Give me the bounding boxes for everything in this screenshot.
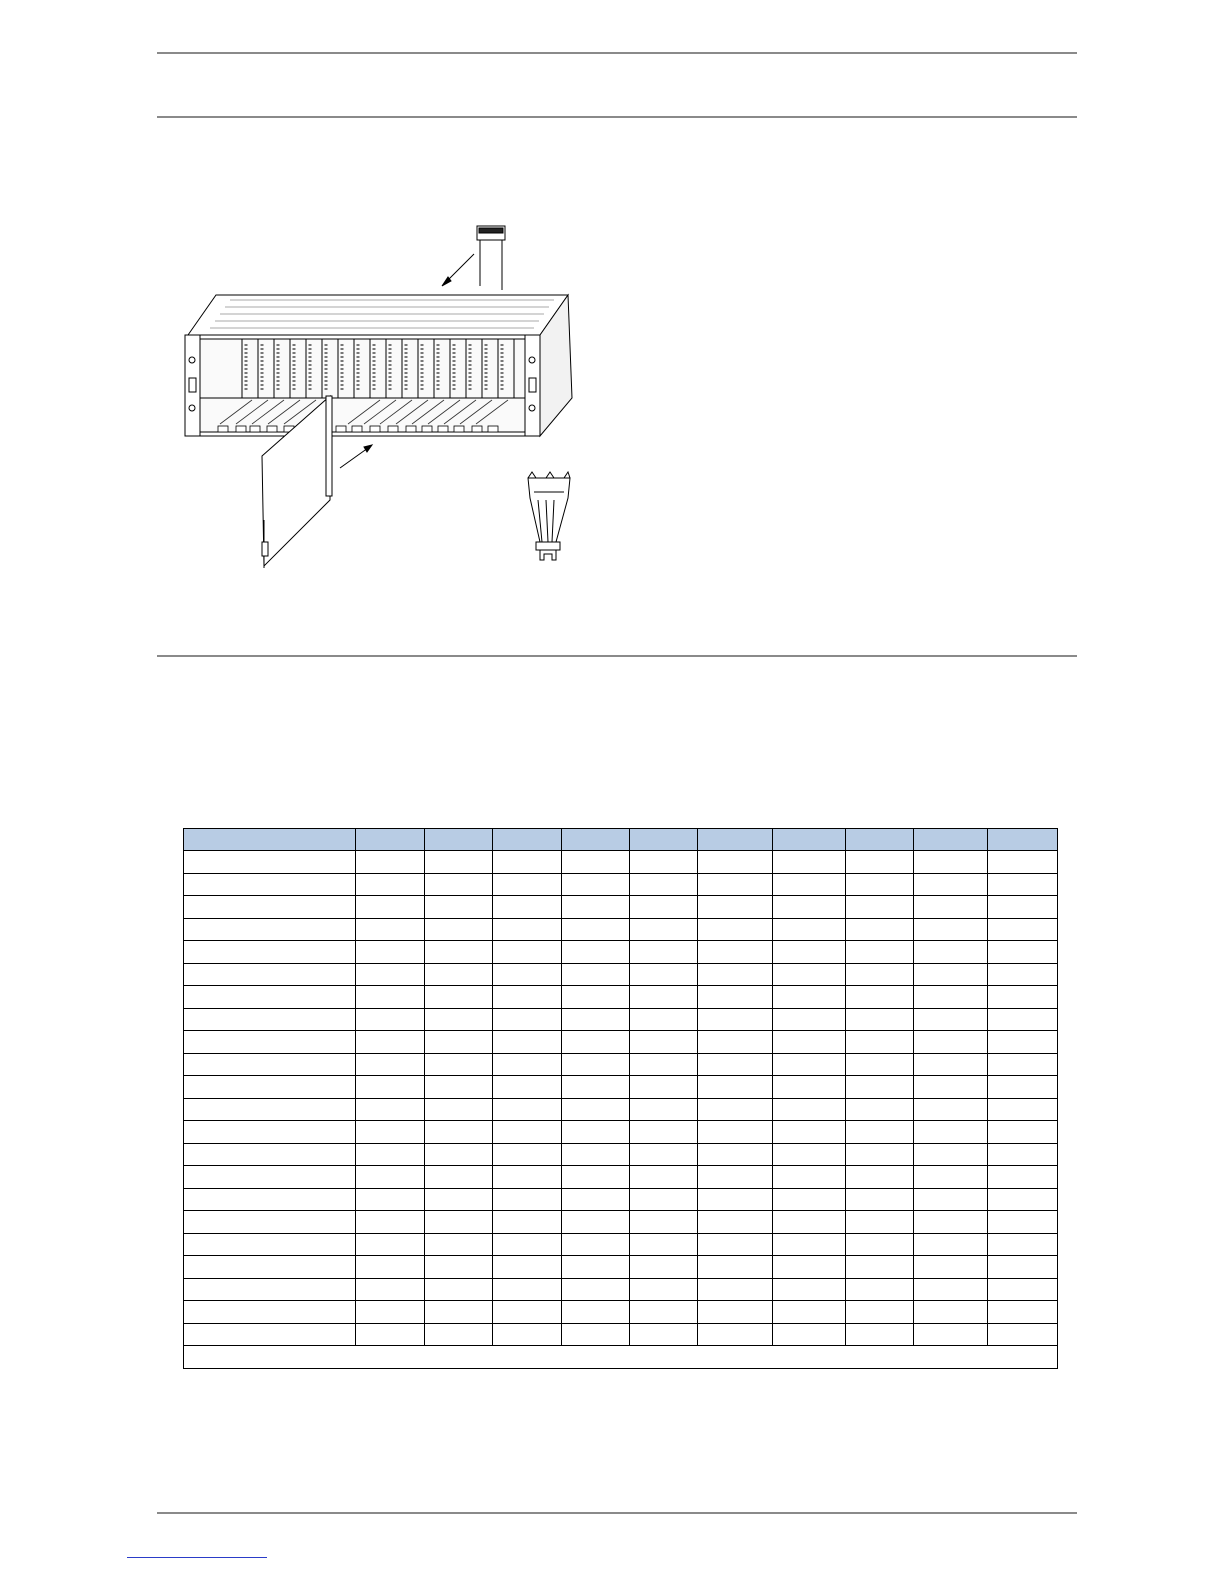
table-cell	[425, 1211, 493, 1234]
table-cell	[425, 1188, 493, 1211]
table-cell	[988, 1211, 1058, 1234]
table-cell	[562, 1031, 630, 1054]
table-cell	[698, 1323, 773, 1346]
table-cell	[988, 1143, 1058, 1166]
table-cell	[356, 1323, 425, 1346]
table-cell	[988, 1031, 1058, 1054]
table-cell	[493, 1143, 562, 1166]
table-cell	[356, 1278, 425, 1301]
table-row	[184, 1008, 1058, 1031]
table-cell	[988, 1323, 1058, 1346]
table-row	[184, 1076, 1058, 1099]
table-cell	[184, 851, 356, 874]
table-cell	[988, 1008, 1058, 1031]
table-cell	[773, 986, 846, 1009]
table-cell	[493, 1053, 562, 1076]
table-cell	[773, 1256, 846, 1279]
table-cell	[914, 1008, 988, 1031]
table-cell	[425, 918, 493, 941]
table-cell	[425, 1278, 493, 1301]
table-cell	[184, 1053, 356, 1076]
table-cell	[630, 1076, 698, 1099]
table-cell	[698, 1166, 773, 1189]
table-cell	[562, 1008, 630, 1031]
table-cell	[846, 1323, 914, 1346]
table-cell	[493, 1076, 562, 1099]
table-cell	[988, 851, 1058, 874]
table-cell	[356, 963, 425, 986]
table-cell	[698, 941, 773, 964]
table-row	[184, 1143, 1058, 1166]
table-cell	[184, 1323, 356, 1346]
card-extractor-tool-illustration	[528, 472, 570, 560]
table-cell	[425, 851, 493, 874]
table-cell	[493, 986, 562, 1009]
table-row	[184, 851, 1058, 874]
header-cell	[425, 829, 493, 851]
table-cell	[356, 1256, 425, 1279]
table-cell	[630, 918, 698, 941]
table-cell	[914, 941, 988, 964]
table-cell	[773, 1053, 846, 1076]
table-cell	[184, 896, 356, 919]
table-cell	[914, 1053, 988, 1076]
table-cell	[698, 896, 773, 919]
table-cell	[914, 1121, 988, 1144]
table-cell	[914, 1211, 988, 1234]
table-cell	[988, 896, 1058, 919]
table-cell	[630, 1121, 698, 1144]
table-cell	[493, 1323, 562, 1346]
table-cell	[184, 873, 356, 896]
table-cell	[184, 1031, 356, 1054]
table-row	[184, 1323, 1058, 1346]
table-cell	[773, 1301, 846, 1324]
table-cell	[914, 1278, 988, 1301]
table-cell	[846, 896, 914, 919]
table-cell	[425, 941, 493, 964]
table-cell	[846, 1278, 914, 1301]
table-cell	[773, 851, 846, 874]
table-row	[184, 1188, 1058, 1211]
table-cell	[773, 1188, 846, 1211]
table-cell	[846, 1076, 914, 1099]
table-cell	[184, 1166, 356, 1189]
table-cell	[698, 1188, 773, 1211]
table-row	[184, 1211, 1058, 1234]
table-row	[184, 918, 1058, 941]
table-cell	[988, 941, 1058, 964]
table-cell	[630, 873, 698, 896]
table-cell	[698, 873, 773, 896]
table-cell	[698, 986, 773, 1009]
table-cell	[184, 1301, 356, 1324]
header-cell	[184, 829, 356, 851]
table-cell	[698, 1031, 773, 1054]
table-cell	[846, 1188, 914, 1211]
table-cell	[425, 896, 493, 919]
table-cell	[493, 1233, 562, 1256]
table-cell	[493, 1008, 562, 1031]
card-cage-figure	[180, 220, 580, 580]
table-cell	[846, 918, 914, 941]
card-cage-chassis-illustration	[185, 295, 572, 436]
table-row	[184, 1233, 1058, 1256]
table-cell	[184, 1143, 356, 1166]
table-row	[184, 1278, 1058, 1301]
table-cell	[988, 918, 1058, 941]
table-cell	[630, 1008, 698, 1031]
table-cell	[493, 1211, 562, 1234]
table-cell	[914, 918, 988, 941]
table-cell	[773, 941, 846, 964]
table-cell	[562, 1053, 630, 1076]
table-cell	[630, 963, 698, 986]
table-row	[184, 1256, 1058, 1279]
table-cell	[630, 1098, 698, 1121]
header-cell	[773, 829, 846, 851]
table-cell	[425, 963, 493, 986]
table-cell	[988, 1301, 1058, 1324]
table-cell	[184, 986, 356, 1009]
table-cell	[425, 1098, 493, 1121]
table-cell	[425, 873, 493, 896]
table-cell	[356, 1166, 425, 1189]
table-cell	[562, 986, 630, 1009]
table-cell	[493, 1188, 562, 1211]
table-row	[184, 986, 1058, 1009]
header-cell	[846, 829, 914, 851]
table-cell	[562, 941, 630, 964]
table-cell	[493, 1166, 562, 1189]
table-cell	[698, 918, 773, 941]
table-cell	[698, 1121, 773, 1144]
table-cell	[425, 1031, 493, 1054]
table-cell	[493, 918, 562, 941]
table-row	[184, 1301, 1058, 1324]
table-cell	[630, 1256, 698, 1279]
table-row	[184, 1121, 1058, 1144]
table-cell	[698, 1301, 773, 1324]
table-cell	[184, 963, 356, 986]
table-cell	[914, 1301, 988, 1324]
table-cell	[356, 986, 425, 1009]
table-cell	[493, 851, 562, 874]
header-rule-bottom	[157, 116, 1077, 118]
table-cell	[988, 963, 1058, 986]
table-cell	[630, 851, 698, 874]
table-cell	[914, 1233, 988, 1256]
table-row	[184, 873, 1058, 896]
table-cell	[562, 851, 630, 874]
table-cell	[773, 1166, 846, 1189]
specification-table	[183, 828, 1058, 1369]
table-cell	[988, 1166, 1058, 1189]
table-row	[184, 896, 1058, 919]
table-cell	[846, 1053, 914, 1076]
table-cell	[184, 1233, 356, 1256]
table-cell	[562, 1323, 630, 1346]
table-cell	[630, 1143, 698, 1166]
table-cell	[988, 873, 1058, 896]
table-cell	[846, 1121, 914, 1144]
table-cell	[493, 1301, 562, 1324]
table-cell	[184, 1211, 356, 1234]
table-cell	[356, 1301, 425, 1324]
table-cell	[773, 896, 846, 919]
table-cell	[425, 1053, 493, 1076]
table-cell	[356, 1031, 425, 1054]
table-cell	[773, 1008, 846, 1031]
table-cell	[356, 851, 425, 874]
table-cell	[698, 1233, 773, 1256]
table-cell	[846, 1256, 914, 1279]
table-cell	[846, 873, 914, 896]
table-cell	[493, 1098, 562, 1121]
table-cell	[630, 986, 698, 1009]
table-cell	[425, 1323, 493, 1346]
table-cell	[846, 1031, 914, 1054]
table-cell	[562, 1278, 630, 1301]
table-cell	[184, 941, 356, 964]
table-cell	[914, 851, 988, 874]
table-cell	[846, 1211, 914, 1234]
table-cell	[562, 1076, 630, 1099]
table-cell	[988, 1256, 1058, 1279]
footer-link-underline[interactable]	[127, 1557, 267, 1558]
table-cell	[562, 896, 630, 919]
table-cell	[846, 1301, 914, 1324]
table-cell	[773, 1233, 846, 1256]
table-cell	[630, 941, 698, 964]
table-cell	[356, 896, 425, 919]
table-cell	[698, 1053, 773, 1076]
header-rule-top	[157, 52, 1077, 54]
table-cell	[698, 1211, 773, 1234]
table-cell	[698, 1143, 773, 1166]
table-cell	[356, 1053, 425, 1076]
table-note-row	[184, 1346, 1058, 1369]
table-cell	[493, 896, 562, 919]
table-cell	[773, 1143, 846, 1166]
table-cell	[562, 1233, 630, 1256]
table-cell	[773, 1076, 846, 1099]
table-cell	[846, 1233, 914, 1256]
table-cell	[988, 1188, 1058, 1211]
table-cell	[184, 1278, 356, 1301]
table-cell	[493, 1121, 562, 1144]
table-cell	[698, 1256, 773, 1279]
table-cell	[184, 1098, 356, 1121]
table-cell	[356, 1098, 425, 1121]
table-cell	[698, 1008, 773, 1031]
header-cell	[493, 829, 562, 851]
footer-rule	[157, 1512, 1077, 1514]
table-cell	[562, 873, 630, 896]
table-cell	[773, 1121, 846, 1144]
header-cell	[356, 829, 425, 851]
table-cell	[356, 873, 425, 896]
table-cell	[356, 1121, 425, 1144]
header-cell	[562, 829, 630, 851]
table-cell	[846, 1008, 914, 1031]
table-row	[184, 941, 1058, 964]
table-cell	[773, 1211, 846, 1234]
table-cell	[356, 918, 425, 941]
table-cell	[425, 1256, 493, 1279]
table-cell	[698, 1076, 773, 1099]
table-cell	[988, 1076, 1058, 1099]
table-cell	[425, 1143, 493, 1166]
table-cell	[184, 1121, 356, 1144]
table-cell	[988, 1278, 1058, 1301]
table-cell	[630, 1323, 698, 1346]
table-cell	[630, 1031, 698, 1054]
table-cell	[562, 1121, 630, 1144]
table-cell	[846, 986, 914, 1009]
table-cell	[630, 1166, 698, 1189]
table-cell	[698, 1098, 773, 1121]
table-note-cell	[184, 1346, 1058, 1369]
table-cell	[184, 1188, 356, 1211]
table-cell	[846, 1166, 914, 1189]
table-cell	[630, 896, 698, 919]
table-cell	[914, 986, 988, 1009]
table-cell	[562, 1098, 630, 1121]
table-cell	[425, 1076, 493, 1099]
table-cell	[846, 941, 914, 964]
table-cell	[630, 1053, 698, 1076]
table-cell	[562, 918, 630, 941]
table-cell	[773, 918, 846, 941]
table-cell	[914, 1031, 988, 1054]
header-cell	[630, 829, 698, 851]
table-cell	[356, 1076, 425, 1099]
table-cell	[988, 1233, 1058, 1256]
table-cell	[914, 896, 988, 919]
table-cell	[425, 1233, 493, 1256]
table-cell	[630, 1278, 698, 1301]
table-cell	[914, 1166, 988, 1189]
table-cell	[425, 1166, 493, 1189]
table-cell	[914, 1323, 988, 1346]
table-row	[184, 1031, 1058, 1054]
table-cell	[356, 941, 425, 964]
table-cell	[425, 1301, 493, 1324]
table-cell	[988, 1053, 1058, 1076]
table-cell	[562, 1166, 630, 1189]
table-cell	[493, 963, 562, 986]
table-cell	[562, 963, 630, 986]
table-cell	[773, 1098, 846, 1121]
table-cell	[493, 1031, 562, 1054]
table-cell	[698, 963, 773, 986]
table-cell	[425, 986, 493, 1009]
table-cell	[425, 1008, 493, 1031]
table-cell	[988, 1121, 1058, 1144]
table-cell	[846, 963, 914, 986]
table-cell	[914, 1076, 988, 1099]
table-cell	[914, 963, 988, 986]
table-cell	[356, 1143, 425, 1166]
table-cell	[562, 1188, 630, 1211]
table-cell	[988, 1098, 1058, 1121]
table-cell	[562, 1143, 630, 1166]
table-cell	[914, 1256, 988, 1279]
table-header-row	[184, 829, 1058, 851]
table-cell	[846, 1098, 914, 1121]
table-cell	[630, 1301, 698, 1324]
table-cell	[773, 963, 846, 986]
table-cell	[356, 1233, 425, 1256]
table-cell	[184, 1076, 356, 1099]
table-row	[184, 963, 1058, 986]
table-cell	[630, 1233, 698, 1256]
table-cell	[914, 1188, 988, 1211]
table-cell	[184, 1256, 356, 1279]
table-cell	[914, 873, 988, 896]
table-cell	[356, 1008, 425, 1031]
table-cell	[493, 941, 562, 964]
table-cell	[846, 1143, 914, 1166]
table-cell	[698, 1278, 773, 1301]
table-cell	[630, 1211, 698, 1234]
table-cell	[846, 851, 914, 874]
table-cell	[773, 1278, 846, 1301]
header-cell	[698, 829, 773, 851]
table-cell	[914, 1098, 988, 1121]
table-cell	[773, 1323, 846, 1346]
table-cell	[773, 1031, 846, 1054]
table-cell	[184, 1008, 356, 1031]
header-cell	[988, 829, 1058, 851]
table-cell	[493, 873, 562, 896]
table-cell	[698, 851, 773, 874]
table-row	[184, 1166, 1058, 1189]
table-cell	[425, 1121, 493, 1144]
ribbon-cable-connector-illustration	[477, 226, 505, 290]
table-row	[184, 1053, 1058, 1076]
table-cell	[184, 918, 356, 941]
table-cell	[773, 873, 846, 896]
header-cell	[914, 829, 988, 851]
table-cell	[988, 986, 1058, 1009]
table-cell	[356, 1211, 425, 1234]
table-cell	[562, 1301, 630, 1324]
table-cell	[562, 1256, 630, 1279]
table-cell	[914, 1143, 988, 1166]
table-cell	[356, 1188, 425, 1211]
table-cell	[493, 1256, 562, 1279]
table-cell	[630, 1188, 698, 1211]
section-rule	[157, 655, 1077, 657]
table-row	[184, 1098, 1058, 1121]
table-cell	[493, 1278, 562, 1301]
table-cell	[562, 1211, 630, 1234]
